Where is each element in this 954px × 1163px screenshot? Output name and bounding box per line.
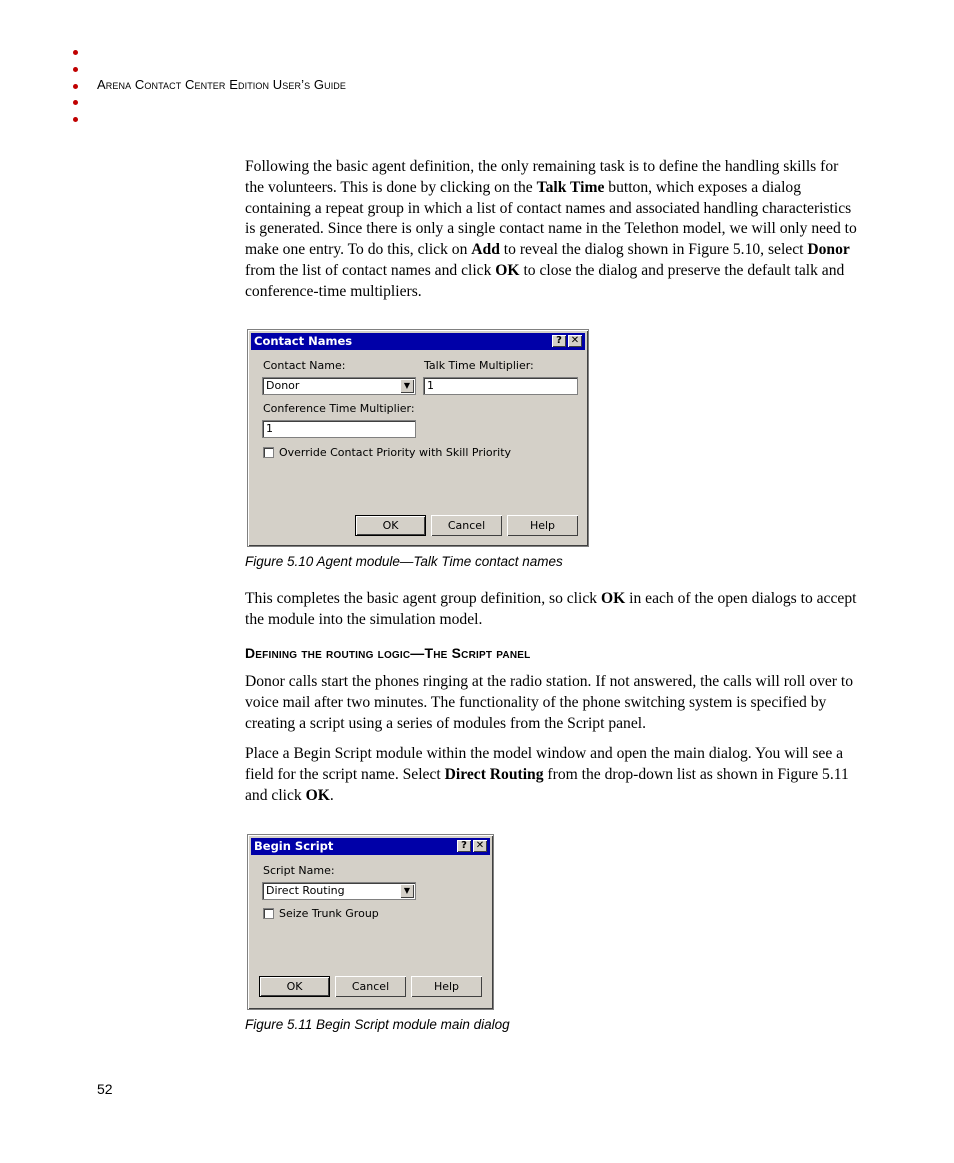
seize-trunk-checkbox[interactable] (263, 908, 274, 919)
paragraph-completion: This completes the basic agent group definition, so click OK in each of the open dialogs to accept the module into the simulation model. (245, 590, 857, 628)
cancel-button[interactable]: Cancel (335, 976, 406, 997)
seize-trunk-label: Seize Trunk Group (279, 907, 379, 920)
help-icon[interactable]: ? (552, 335, 566, 347)
chevron-down-icon[interactable]: ▼ (400, 379, 414, 393)
bullet-dot (73, 84, 78, 89)
ok-button[interactable]: OK (355, 515, 426, 536)
ok-button[interactable]: OK (259, 976, 330, 997)
dialog-title: Contact Names (254, 334, 353, 348)
running-head: Arena Contact Center Edition User’s Guide (97, 77, 347, 92)
contact-name-label: Contact Name: (263, 359, 346, 372)
paragraph-begin-script: Place a Begin Script module within the model window and open the main dialog. You will see a field for the script name. Select Direct Routing from the drop-down list as shown in Figure 5.11 and click OK. (245, 745, 849, 804)
override-priority-label: Override Contact Priority with Skill Priority (279, 446, 512, 459)
contact-name-value: Donor (266, 379, 300, 392)
talk-time-label: Talk Time Multiplier: (424, 359, 534, 372)
page-number: 52 (97, 1081, 113, 1097)
section-heading: Defining the routing logic—The Script panel (245, 645, 531, 661)
conference-time-label: Conference Time Multiplier: (263, 402, 415, 415)
help-icon[interactable]: ? (457, 840, 471, 852)
close-icon[interactable]: ✕ (473, 840, 487, 852)
talk-time-input[interactable]: 1 (423, 377, 578, 395)
cancel-button[interactable]: Cancel (431, 515, 502, 536)
script-name-dropdown[interactable] (262, 882, 416, 900)
paragraph-donor-calls: Donor calls start the phones ringing at the radio station. If not answered, the calls will roll over to voice mail after two minutes. The functionality of the phone switching system is specified by creating a script using a series of modules from the Script panel. (245, 673, 854, 732)
contact-name-dropdown[interactable] (262, 377, 416, 395)
script-name-label: Script Name: (263, 864, 335, 877)
bullet-dot (73, 100, 78, 105)
conference-time-input[interactable]: 1 (262, 420, 416, 438)
dialog-titlebar (251, 333, 585, 350)
figure-caption: Figure 5.11 Begin Script module main dialog (245, 1017, 510, 1032)
close-icon[interactable]: ✕ (568, 335, 582, 347)
script-name-value: Direct Routing (266, 884, 345, 897)
dialog-titlebar (251, 838, 490, 855)
contact-names-dialog (247, 329, 589, 547)
override-priority-checkbox[interactable] (263, 447, 274, 458)
figure-caption: Figure 5.10 Agent module—Talk Time contact names (245, 554, 563, 569)
bullet-dot (73, 50, 78, 55)
help-button[interactable]: Help (411, 976, 482, 997)
bullet-dot (73, 117, 78, 122)
paragraph-talk-time: Following the basic agent definition, the only remaining task is to define the handling skills for the volunteers. This is done by clicking on the Talk Time button, which exposes a dialog containing a repeat group in which a list of contact names and associated handling characteristics is generated. Since there is only a single contact name in the Telethon model, we will only need to make one entry. To do this, click on Add to reveal the dialog shown in Figure 5.10, select Donor from the list of contact names and click OK to close the dialog and preserve the default talk and conference-time multipliers. (245, 158, 857, 300)
dialog-title: Begin Script (254, 839, 334, 853)
chevron-down-icon[interactable]: ▼ (400, 884, 414, 898)
help-button[interactable]: Help (507, 515, 578, 536)
bullet-dot (73, 67, 78, 72)
begin-script-dialog (247, 834, 494, 1010)
